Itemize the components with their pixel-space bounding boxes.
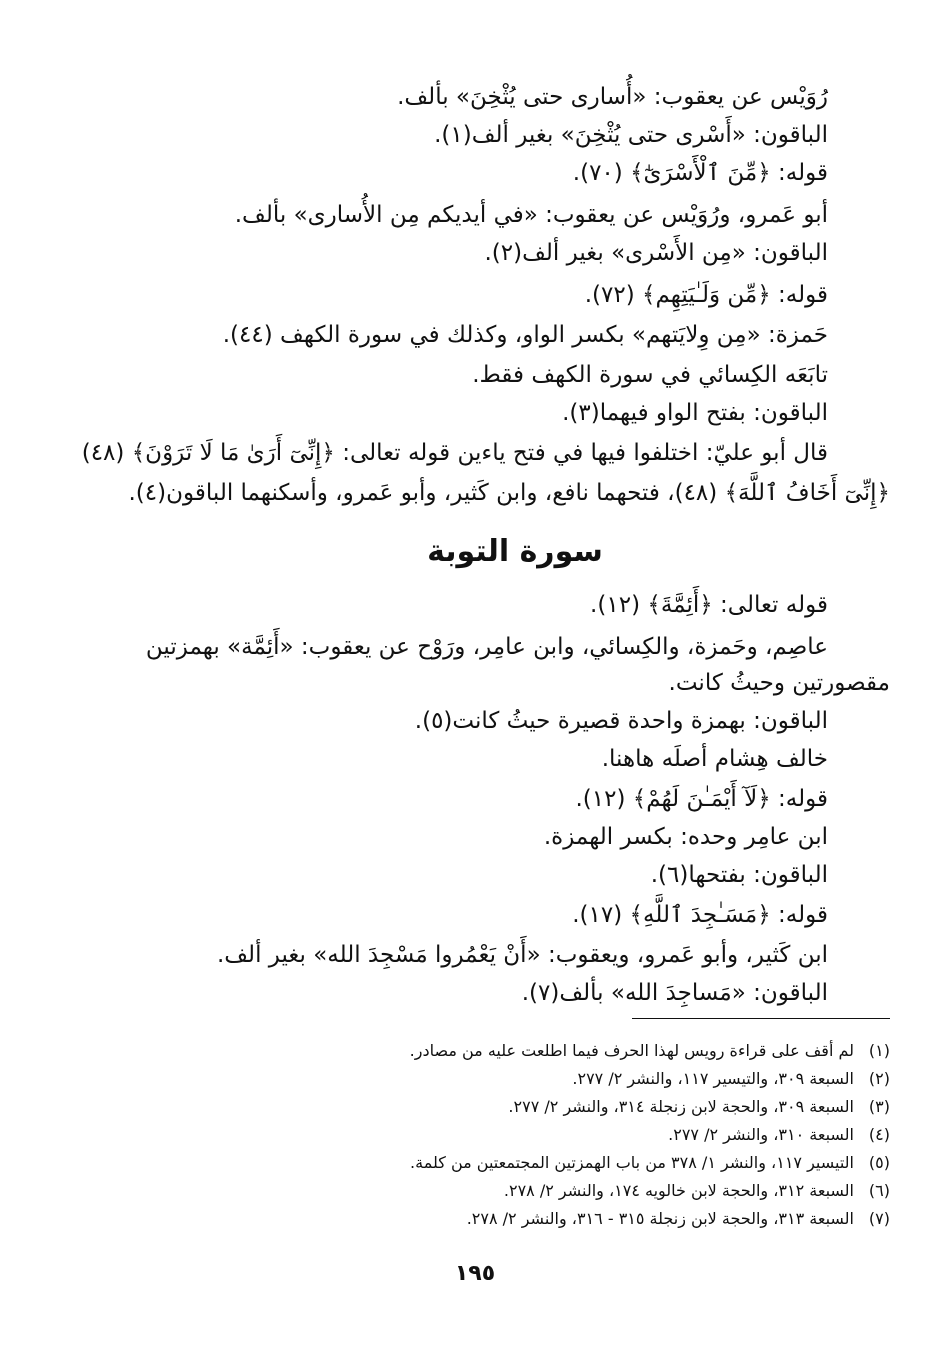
footnote-number: (٦) — [868, 1181, 890, 1200]
text-line: ﴿إِنِّىٓ أَخَافُ ٱللَّهَ﴾ (٤٨)، فتحهما نافع، وابن كَثير، وأبو عَمرو، وأسكنهما الباقون(٤). — [128, 480, 890, 506]
text-line: ابن كَثير، وأبو عَمرو، ويعقوب: «أَنْ يَعْمُروا مَسْجِدَ الله» بغير ألف. — [216, 942, 828, 968]
footnote — [330, 1068, 890, 1090]
footnote — [330, 1208, 890, 1230]
text-line: قوله تعالى: ﴿أَئِمَّةَ﴾ (١٢). — [590, 592, 828, 618]
footnote-number: (١) — [868, 1041, 890, 1060]
text-line: تابَعَه الكِسائي في سورة الكهف فقط. — [472, 362, 828, 388]
footnote-number: (٢) — [868, 1069, 890, 1088]
text-line: الباقون: «مَساجِدَ الله» بألف(٧). — [521, 980, 828, 1006]
text-line: ابن عامِر وحده: بكسر الهمزة. — [543, 824, 828, 850]
text-line: قوله: ﴿مَسَـٰجِدَ ٱللَّهِ﴾ (١٧). — [572, 902, 828, 928]
text-line: قوله: ﴿مِّنَ ٱلْأَسْرَىٰٓ﴾ (٧٠). — [572, 160, 828, 186]
text-line: الباقون: «أَسْرى حتى يُثْخِنَ» بغير ألف(١). — [434, 122, 828, 148]
footnote-text: السبعة ٣٠٩، والتيسير ١١٧، والنشر ٢/ ٢٧٧. — [572, 1069, 854, 1088]
footnote-separator — [632, 1018, 890, 1019]
footnote — [330, 1180, 890, 1202]
footnote-text: لم أقف على قراءة رويس لهذا الحرف فيما اطلعت عليه من مصادر. — [409, 1041, 854, 1060]
footnote — [330, 1040, 890, 1062]
text-line: خالف هِشام أصلَه هاهنا. — [601, 746, 828, 772]
footnote-text: السبعة ٣١٣، والحجة لابن زنجلة ٣١٥ - ٣١٦، والنشر ٢/ ٢٧٨. — [466, 1209, 854, 1228]
footnote-number: (٣) — [868, 1097, 890, 1116]
footnote-number: (٤) — [868, 1125, 890, 1144]
footnote — [330, 1096, 890, 1118]
footnote-text: السبعة ٣١٢، والحجة لابن خالويه ١٧٤، والنشر ٢/ ٢٧٨. — [503, 1181, 854, 1200]
footnote-text: السبعة ٣١٠، والنشر ٢/ ٢٧٧. — [668, 1125, 854, 1144]
text-line: الباقون: بفتح الواو فيهما(٣). — [562, 400, 828, 426]
text-line: قال أبو عليّ: اختلفوا فيها في فتح ياءين قوله تعالى: ﴿إِنِّىٓ أَرَىٰ مَا لَا تَرَوْنَ﴾ (٤٨) — [81, 440, 828, 466]
text-line: قوله: ﴿لَآ أَيْمَـٰنَ لَهُمْ﴾ (١٢). — [575, 786, 828, 812]
footnote — [330, 1124, 890, 1146]
page-number: ١٩٥ — [454, 1261, 496, 1286]
footnote-number: (٧) — [868, 1209, 890, 1228]
text-line: مقصورتين وحيثُ كانت. — [668, 670, 890, 696]
text-line: أبو عَمرو، ورُوَيْس عن يعقوب: «في أيديكم مِن الأُسارى» بألف. — [234, 202, 828, 228]
footnote-text: السبعة ٣٠٩، والحجة لابن زنجلة ٣١٤، والنشر ٢/ ٢٧٧. — [508, 1097, 854, 1116]
text-line: عاصِم، وحَمزة، والكِسائي، وابن عامِر، ورَوْح عن يعقوب: «أَئِمَّة» بهمزتين — [145, 634, 828, 660]
text-line: الباقون: بفتحها(٦). — [650, 862, 828, 888]
footnote-text: التيسير ١١٧، والنشر ١/ ٣٧٨ من باب الهمزتين المجتمعتين من كلمة. — [410, 1153, 854, 1172]
text-line: حَمزة: «مِن وِلايَتهم» بكسر الواو، وكذلك في سورة الكهف (٤٤). — [222, 322, 828, 348]
surah-title: سورة التوبة — [427, 534, 603, 569]
text-line: الباقون: «مِن الأَسْرى» بغير ألف(٢). — [484, 240, 828, 266]
footnote-number: (٥) — [868, 1153, 890, 1172]
footnote — [330, 1152, 890, 1174]
text-line: رُوَيْس عن يعقوب: «أُسارى حتى يُثْخِنَ» بألف. — [397, 84, 828, 110]
text-line: قوله: ﴿مِّن وَلَـٰيَتِهِم﴾ (٧٢). — [584, 282, 828, 308]
text-line: الباقون: بهمزة واحدة قصيرة حيثُ كانت(٥). — [414, 708, 828, 734]
